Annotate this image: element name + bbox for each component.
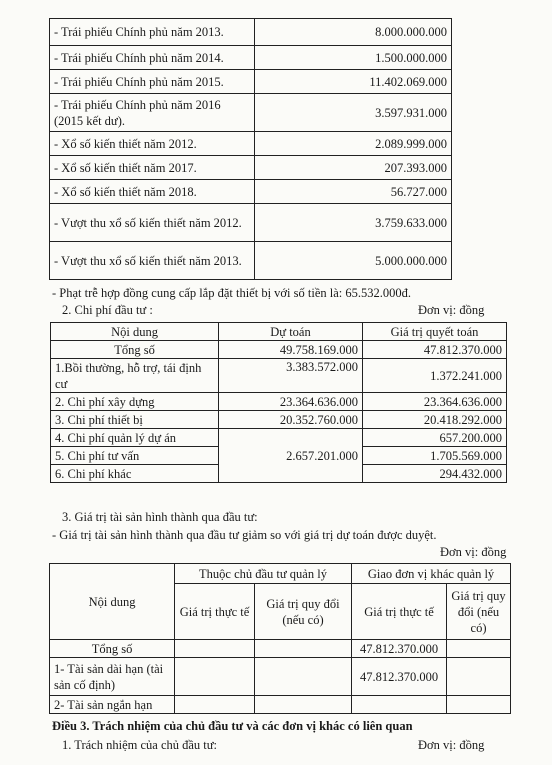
table-row	[51, 359, 507, 393]
table-row	[51, 341, 507, 359]
cost-table	[50, 322, 507, 483]
col-header: Dự toán	[219, 323, 363, 341]
table-header-row	[51, 323, 507, 341]
table-row	[50, 132, 452, 156]
article3-title-wrap	[52, 718, 413, 734]
table-row	[51, 429, 507, 447]
income-label: - Xổ số kiến thiết năm 2018.	[50, 180, 255, 204]
cost-estimate: 20.352.760.000	[219, 411, 363, 429]
cost-label: 5. Chi phí tư vấn	[51, 447, 219, 465]
group-owner-header: Thuộc chủ đầu tư quản lý	[175, 564, 352, 584]
table-row	[50, 180, 452, 204]
cost-final: 1.372.241.000	[363, 359, 507, 393]
table-row	[50, 19, 452, 46]
section3-note: - Giá trị tài sản hình thành qua đầu tư giảm so với giá trị dự toán được duyệt.	[52, 528, 437, 542]
table-row	[51, 411, 507, 429]
empty-cell	[175, 696, 255, 714]
income-label: - Xổ số kiến thiết năm 2017.	[50, 156, 255, 180]
cost-final: 20.418.292.000	[363, 411, 507, 429]
income-value: 3.759.633.000	[255, 204, 452, 242]
cost-label: 2. Chi phí xây dựng	[51, 393, 219, 411]
cost-label: 1.Bồi thường, hỗ trợ, tái định cư	[51, 359, 219, 393]
income-label: - Trái phiếu Chính phủ năm 2015.	[50, 70, 255, 94]
cost-label: 6. Chi phí khác	[51, 465, 219, 483]
unit-label: Đơn vị: đồng	[418, 303, 485, 317]
table-row	[50, 242, 452, 280]
unit-label-3: Đơn vị: đồng	[418, 738, 485, 752]
empty-cell	[447, 696, 511, 714]
total-label: Tổng số	[51, 341, 219, 359]
income-label: - Trái phiếu Chính phủ năm 2014.	[50, 46, 255, 70]
article3-title: Điều 3. Trách nhiệm của chủ đầu tư và các đơn vị khác có liên quan	[52, 719, 413, 733]
total-estimate: 49.758.169.000	[219, 341, 363, 359]
table-row	[50, 658, 511, 696]
unit-label-2: Đơn vị: đồng	[440, 545, 507, 559]
table-header-row	[50, 564, 511, 584]
sub-actual-2-header: Giá trị thực tế	[352, 584, 447, 640]
sub-converted-2-header: Giá trị quy đổi (nếu có)	[447, 584, 511, 640]
table-row	[51, 393, 507, 411]
asset-total-value: 47.812.370.000	[352, 640, 447, 658]
section3-title: 3. Giá trị tài sản hình thành qua đầu tư:	[62, 510, 258, 524]
income-value: 207.393.000	[255, 156, 452, 180]
group-other-header: Giao đơn vị khác quản lý	[352, 564, 511, 584]
asset-short-label: 2- Tài sản ngắn hạn	[50, 696, 175, 714]
cost-estimate: 23.364.636.000	[219, 393, 363, 411]
empty-cell	[175, 658, 255, 696]
income-value: 5.000.000.000	[255, 242, 452, 280]
sub-actual-header: Giá trị thực tế	[175, 584, 255, 640]
table-row	[50, 156, 452, 180]
cost-final: 294.432.000	[363, 465, 507, 483]
income-table	[49, 18, 452, 280]
cost-estimate-merged: 2.657.201.000	[219, 429, 363, 483]
asset-long-value: 47.812.370.000	[352, 658, 447, 696]
empty-cell	[255, 640, 352, 658]
income-label: - Vượt thu xổ số kiến thiết năm 2013.	[50, 242, 255, 280]
col-header: Nội dung	[51, 323, 219, 341]
income-label: - Vượt thu xổ số kiến thiết năm 2012.	[50, 204, 255, 242]
table-row	[50, 46, 452, 70]
income-value: 11.402.069.000	[255, 70, 452, 94]
cost-estimate: 3.383.572.000	[219, 359, 363, 393]
cost-label: 3. Chi phí thiết bị	[51, 411, 219, 429]
empty-cell	[352, 696, 447, 714]
income-label: - Trái phiếu Chính phủ năm 2013.	[50, 19, 255, 46]
empty-cell	[255, 696, 352, 714]
income-value: 3.597.931.000	[255, 94, 452, 132]
col-header: Giá trị quyết toán	[363, 323, 507, 341]
income-value: 56.727.000	[255, 180, 452, 204]
section2-title: 2. Chi phí đầu tư :	[62, 303, 153, 317]
article3-item1: 1. Trách nhiệm của chủ đầu tư:	[62, 738, 218, 752]
empty-cell	[175, 640, 255, 658]
income-value: 2.089.999.000	[255, 132, 452, 156]
income-value: 1.500.000.000	[255, 46, 452, 70]
table-row	[50, 70, 452, 94]
income-label: - Trái phiếu Chính phủ năm 2016 (2015 kết dư).	[50, 94, 255, 132]
empty-cell	[447, 658, 511, 696]
cost-final: 657.200.000	[363, 429, 507, 447]
cost-final: 23.364.636.000	[363, 393, 507, 411]
table-row	[50, 204, 452, 242]
empty-cell	[447, 640, 511, 658]
cost-label: 4. Chi phí quản lý dự án	[51, 429, 219, 447]
total-final: 47.812.370.000	[363, 341, 507, 359]
sub-converted-header: Giá trị quy đổi (nếu có)	[255, 584, 352, 640]
table-row	[50, 696, 511, 714]
table-row	[50, 640, 511, 658]
income-value: 8.000.000.000	[255, 19, 452, 46]
income-label: - Xổ số kiến thiết năm 2012.	[50, 132, 255, 156]
empty-cell	[255, 658, 352, 696]
cost-final: 1.705.569.000	[363, 447, 507, 465]
asset-total-label: Tổng số	[50, 640, 175, 658]
asset-table	[49, 563, 511, 714]
asset-long-label: 1- Tài sản dài hạn (tài sản cố định)	[50, 658, 175, 696]
penalty-text: - Phạt trễ hợp đồng cung cấp lắp đặt thiết bị với số tiền là: 65.532.000đ.	[52, 286, 411, 300]
table-row	[50, 94, 452, 132]
col-content-header: Nội dung	[50, 564, 175, 640]
